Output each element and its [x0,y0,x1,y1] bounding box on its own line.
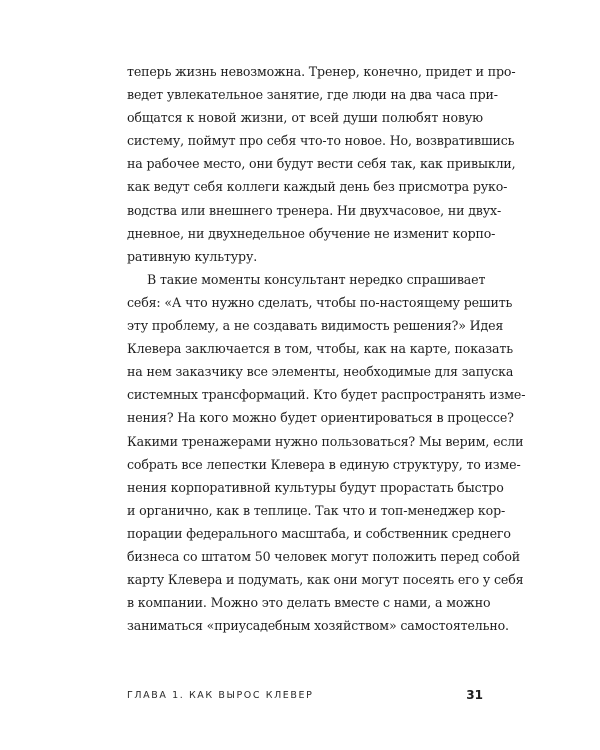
text-line: заниматься «приусадебным хозяйством» самостоятельно. [127,618,509,634]
text-line: водства или внешнего тренера. Ни двухчасовое, ни двух- [127,202,502,218]
page-footer [127,688,483,708]
text-line: в компании. Можно это делать вместе с нами, а можно [127,595,491,611]
text-line: общатся к новой жизни, от всей души полюбят новую [127,110,483,126]
text-line: на нем заказчику все элементы, необходимые для запуска [127,364,514,380]
text-line: порации федерального масштаба, и собственник среднего [127,525,511,541]
text-line: на рабочее место, они будут вести себя так, как привыкли, [127,156,516,172]
page-number: 31 [466,688,483,702]
text-line: системных трансформаций. Кто будет распространять изме- [127,387,526,403]
body-text [127,60,526,637]
text-line: собрать все лепестки Клевера в единую структуру, то изме- [127,456,521,472]
text-line: эту проблему, а не создавать видимость решения?» Идея [127,318,504,334]
text-line: карту Клевера и подумать, как они могут посеять его у себя [127,572,524,588]
text-line: ведет увлекательное занятие, где люди на два часа при- [127,87,498,103]
text-line: нения корпоративной культуры будут прорастать быстро [127,479,504,495]
paragraph-1 [127,60,516,268]
text-line: Какими тренажерами нужно пользоваться? Мы верим, если [127,433,524,449]
text-line: бизнеса со штатом 50 человек могут положить перед собой [127,548,521,564]
text-line: систему, поймут про себя что-то новое. Но, возвратившись [127,133,515,149]
paragraph-2 [127,268,526,638]
text-line: нения? На кого можно будет ориентироваться в процессе? [127,410,514,426]
text-line: В такие моменты консультант нередко спрашивает [147,271,486,287]
text-line: Клевера заключается в том, чтобы, как на карте, показать [127,341,513,357]
text-line: дневное, ни двухнедельное обучение не изменит корпо- [127,225,496,241]
text-line: ративную культуру. [127,248,258,264]
text-line: как ведут себя коллеги каждый день без присмотра руко- [127,179,508,195]
text-line: теперь жизнь невозможна. Тренер, конечно, придет и про- [127,64,516,79]
text-line: и органично, как в теплице. Так что и топ-менеджер кор- [127,502,506,518]
running-head: ГЛАВА 1. КАК ВЫРОС КЛЕВЕР [127,690,314,701]
text-line: себя: «А что нужно сделать, чтобы по-настоящему решить [127,294,513,310]
